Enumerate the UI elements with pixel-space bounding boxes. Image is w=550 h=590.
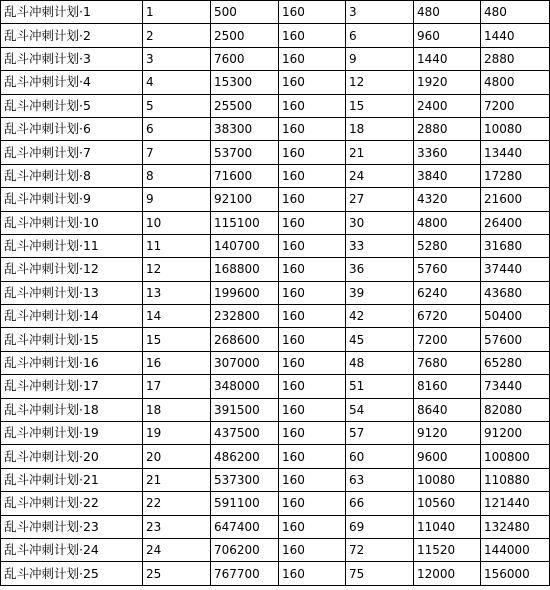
- multiplier-cell: 15: [346, 94, 414, 117]
- level-cell: 13: [143, 281, 211, 304]
- cumulative-cell: 43680: [481, 281, 550, 304]
- level-cell: 3: [143, 47, 211, 70]
- plan-name-cell: 乱斗冲刺计划·9: [1, 188, 143, 211]
- level-cell: 23: [143, 515, 211, 538]
- level-cell: 20: [143, 445, 211, 468]
- level-cell: 12: [143, 258, 211, 281]
- reward-cell: 480: [414, 1, 481, 24]
- plan-name-cell: 乱斗冲刺计划·21: [1, 468, 143, 491]
- reward-cell: 2400: [414, 94, 481, 117]
- plan-name-cell: 乱斗冲刺计划·14: [1, 305, 143, 328]
- reward-cell: 2880: [414, 117, 481, 140]
- reward-cell: 1440: [414, 47, 481, 70]
- total-cell: 115100: [211, 211, 279, 234]
- level-cell: 24: [143, 538, 211, 561]
- table-row: [1, 538, 550, 561]
- table-row: [1, 188, 550, 211]
- base-cell: 160: [279, 188, 346, 211]
- multiplier-cell: 39: [346, 281, 414, 304]
- plan-name-cell: 乱斗冲刺计划·19: [1, 422, 143, 445]
- total-cell: 500: [211, 1, 279, 24]
- total-cell: 591100: [211, 492, 279, 515]
- total-cell: 38300: [211, 117, 279, 140]
- table-row: [1, 328, 550, 351]
- cumulative-cell: 480: [481, 1, 550, 24]
- multiplier-cell: 21: [346, 141, 414, 164]
- multiplier-cell: 66: [346, 492, 414, 515]
- total-cell: 2500: [211, 24, 279, 47]
- reward-cell: 1920: [414, 71, 481, 94]
- total-cell: 767700: [211, 562, 279, 585]
- base-cell: 160: [279, 445, 346, 468]
- cumulative-cell: 10080: [481, 117, 550, 140]
- multiplier-cell: 12: [346, 71, 414, 94]
- level-cell: 4: [143, 71, 211, 94]
- cumulative-cell: 7200: [481, 94, 550, 117]
- base-cell: 160: [279, 351, 346, 374]
- base-cell: 160: [279, 71, 346, 94]
- reward-cell: 12000: [414, 562, 481, 585]
- table-row: [1, 258, 550, 281]
- cumulative-cell: 2880: [481, 47, 550, 70]
- cumulative-cell: 65280: [481, 351, 550, 374]
- multiplier-cell: 75: [346, 562, 414, 585]
- level-cell: 21: [143, 468, 211, 491]
- reward-cell: 11040: [414, 515, 481, 538]
- base-cell: 160: [279, 117, 346, 140]
- total-cell: 168800: [211, 258, 279, 281]
- plan-name-cell: 乱斗冲刺计划·4: [1, 71, 143, 94]
- cumulative-cell: 132480: [481, 515, 550, 538]
- table-row: [1, 1, 550, 24]
- base-cell: 160: [279, 141, 346, 164]
- table-row: [1, 281, 550, 304]
- reward-cell: 3360: [414, 141, 481, 164]
- level-cell: 1: [143, 1, 211, 24]
- cumulative-cell: 100800: [481, 445, 550, 468]
- cumulative-cell: 37440: [481, 258, 550, 281]
- plan-name-cell: 乱斗冲刺计划·24: [1, 538, 143, 561]
- reward-cell: 9600: [414, 445, 481, 468]
- table-row: [1, 71, 550, 94]
- total-cell: 71600: [211, 164, 279, 187]
- total-cell: 706200: [211, 538, 279, 561]
- plan-name-cell: 乱斗冲刺计划·6: [1, 117, 143, 140]
- cumulative-cell: 4800: [481, 71, 550, 94]
- total-cell: 199600: [211, 281, 279, 304]
- multiplier-cell: 30: [346, 211, 414, 234]
- reward-cell: 4320: [414, 188, 481, 211]
- multiplier-cell: 36: [346, 258, 414, 281]
- base-cell: 160: [279, 422, 346, 445]
- reward-cell: 5760: [414, 258, 481, 281]
- plan-name-cell: 乱斗冲刺计划·5: [1, 94, 143, 117]
- plan-name-cell: 乱斗冲刺计划·2: [1, 24, 143, 47]
- multiplier-cell: 63: [346, 468, 414, 491]
- cumulative-cell: 31680: [481, 234, 550, 257]
- table-row: [1, 164, 550, 187]
- plan-name-cell: 乱斗冲刺计划·16: [1, 351, 143, 374]
- total-cell: 486200: [211, 445, 279, 468]
- multiplier-cell: 42: [346, 305, 414, 328]
- cumulative-cell: 1440: [481, 24, 550, 47]
- table-row: [1, 398, 550, 421]
- base-cell: 160: [279, 468, 346, 491]
- cumulative-cell: 57600: [481, 328, 550, 351]
- table-row: [1, 375, 550, 398]
- reward-cell: 5280: [414, 234, 481, 257]
- reward-cell: 6240: [414, 281, 481, 304]
- base-cell: 160: [279, 164, 346, 187]
- reward-cell: 10560: [414, 492, 481, 515]
- level-cell: 22: [143, 492, 211, 515]
- level-cell: 19: [143, 422, 211, 445]
- base-cell: 160: [279, 94, 346, 117]
- level-cell: 8: [143, 164, 211, 187]
- cumulative-cell: 13440: [481, 141, 550, 164]
- level-cell: 17: [143, 375, 211, 398]
- total-cell: 391500: [211, 398, 279, 421]
- cumulative-cell: 121440: [481, 492, 550, 515]
- reward-cell: 7680: [414, 351, 481, 374]
- total-cell: 537300: [211, 468, 279, 491]
- plan-name-cell: 乱斗冲刺计划·13: [1, 281, 143, 304]
- table-row: [1, 515, 550, 538]
- base-cell: 160: [279, 24, 346, 47]
- multiplier-cell: 6: [346, 24, 414, 47]
- level-cell: 11: [143, 234, 211, 257]
- total-cell: 15300: [211, 71, 279, 94]
- table-body: [1, 1, 550, 586]
- base-cell: 160: [279, 281, 346, 304]
- total-cell: 307000: [211, 351, 279, 374]
- plan-name-cell: 乱斗冲刺计划·15: [1, 328, 143, 351]
- base-cell: 160: [279, 492, 346, 515]
- total-cell: 437500: [211, 422, 279, 445]
- plan-name-cell: 乱斗冲刺计划·25: [1, 562, 143, 585]
- table-row: [1, 468, 550, 491]
- table-row: [1, 141, 550, 164]
- plan-name-cell: 乱斗冲刺计划·20: [1, 445, 143, 468]
- reward-cell: 960: [414, 24, 481, 47]
- table-row: [1, 211, 550, 234]
- multiplier-cell: 27: [346, 188, 414, 211]
- table-row: [1, 117, 550, 140]
- level-cell: 25: [143, 562, 211, 585]
- plan-name-cell: 乱斗冲刺计划·12: [1, 258, 143, 281]
- base-cell: 160: [279, 515, 346, 538]
- level-cell: 7: [143, 141, 211, 164]
- cumulative-cell: 144000: [481, 538, 550, 561]
- plan-name-cell: 乱斗冲刺计划·22: [1, 492, 143, 515]
- cumulative-cell: 17280: [481, 164, 550, 187]
- cumulative-cell: 110880: [481, 468, 550, 491]
- cumulative-cell: 73440: [481, 375, 550, 398]
- total-cell: 92100: [211, 188, 279, 211]
- total-cell: 348000: [211, 375, 279, 398]
- base-cell: 160: [279, 47, 346, 70]
- table-row: [1, 445, 550, 468]
- base-cell: 160: [279, 211, 346, 234]
- table-row: [1, 47, 550, 70]
- level-cell: 14: [143, 305, 211, 328]
- multiplier-cell: 24: [346, 164, 414, 187]
- total-cell: 53700: [211, 141, 279, 164]
- cumulative-cell: 91200: [481, 422, 550, 445]
- multiplier-cell: 18: [346, 117, 414, 140]
- multiplier-cell: 69: [346, 515, 414, 538]
- multiplier-cell: 45: [346, 328, 414, 351]
- multiplier-cell: 57: [346, 422, 414, 445]
- reward-cell: 8640: [414, 398, 481, 421]
- cumulative-cell: 26400: [481, 211, 550, 234]
- total-cell: 25500: [211, 94, 279, 117]
- multiplier-cell: 51: [346, 375, 414, 398]
- multiplier-cell: 54: [346, 398, 414, 421]
- table-row: [1, 492, 550, 515]
- table-row: [1, 422, 550, 445]
- base-cell: 160: [279, 562, 346, 585]
- cumulative-cell: 21600: [481, 188, 550, 211]
- multiplier-cell: 3: [346, 1, 414, 24]
- table-row: [1, 351, 550, 374]
- plan-name-cell: 乱斗冲刺计划·11: [1, 234, 143, 257]
- table-row: [1, 94, 550, 117]
- level-cell: 9: [143, 188, 211, 211]
- base-cell: 160: [279, 1, 346, 24]
- multiplier-cell: 9: [346, 47, 414, 70]
- table-row: [1, 24, 550, 47]
- plan-name-cell: 乱斗冲刺计划·17: [1, 375, 143, 398]
- plan-name-cell: 乱斗冲刺计划·8: [1, 164, 143, 187]
- reward-cell: 8160: [414, 375, 481, 398]
- plan-name-cell: 乱斗冲刺计划·18: [1, 398, 143, 421]
- base-cell: 160: [279, 234, 346, 257]
- reward-cell: 4800: [414, 211, 481, 234]
- base-cell: 160: [279, 258, 346, 281]
- reward-cell: 9120: [414, 422, 481, 445]
- level-cell: 10: [143, 211, 211, 234]
- level-cell: 18: [143, 398, 211, 421]
- level-cell: 6: [143, 117, 211, 140]
- plan-name-cell: 乱斗冲刺计划·3: [1, 47, 143, 70]
- level-cell: 2: [143, 24, 211, 47]
- base-cell: 160: [279, 398, 346, 421]
- total-cell: 647400: [211, 515, 279, 538]
- total-cell: 232800: [211, 305, 279, 328]
- base-cell: 160: [279, 375, 346, 398]
- total-cell: 7600: [211, 47, 279, 70]
- cumulative-cell: 82080: [481, 398, 550, 421]
- multiplier-cell: 33: [346, 234, 414, 257]
- reward-cell: 11520: [414, 538, 481, 561]
- cumulative-cell: 156000: [481, 562, 550, 585]
- reward-cell: 6720: [414, 305, 481, 328]
- level-cell: 5: [143, 94, 211, 117]
- table-row: [1, 562, 550, 585]
- reward-cell: 7200: [414, 328, 481, 351]
- plan-name-cell: 乱斗冲刺计划·10: [1, 211, 143, 234]
- total-cell: 268600: [211, 328, 279, 351]
- base-cell: 160: [279, 328, 346, 351]
- plan-name-cell: 乱斗冲刺计划·1: [1, 1, 143, 24]
- base-cell: 160: [279, 305, 346, 328]
- cumulative-cell: 50400: [481, 305, 550, 328]
- table-row: [1, 305, 550, 328]
- level-cell: 16: [143, 351, 211, 374]
- total-cell: 140700: [211, 234, 279, 257]
- base-cell: 160: [279, 538, 346, 561]
- reward-cell: 3840: [414, 164, 481, 187]
- multiplier-cell: 60: [346, 445, 414, 468]
- reward-cell: 10080: [414, 468, 481, 491]
- table-row: [1, 234, 550, 257]
- plan-name-cell: 乱斗冲刺计划·7: [1, 141, 143, 164]
- level-cell: 15: [143, 328, 211, 351]
- multiplier-cell: 48: [346, 351, 414, 374]
- plan-name-cell: 乱斗冲刺计划·23: [1, 515, 143, 538]
- multiplier-cell: 72: [346, 538, 414, 561]
